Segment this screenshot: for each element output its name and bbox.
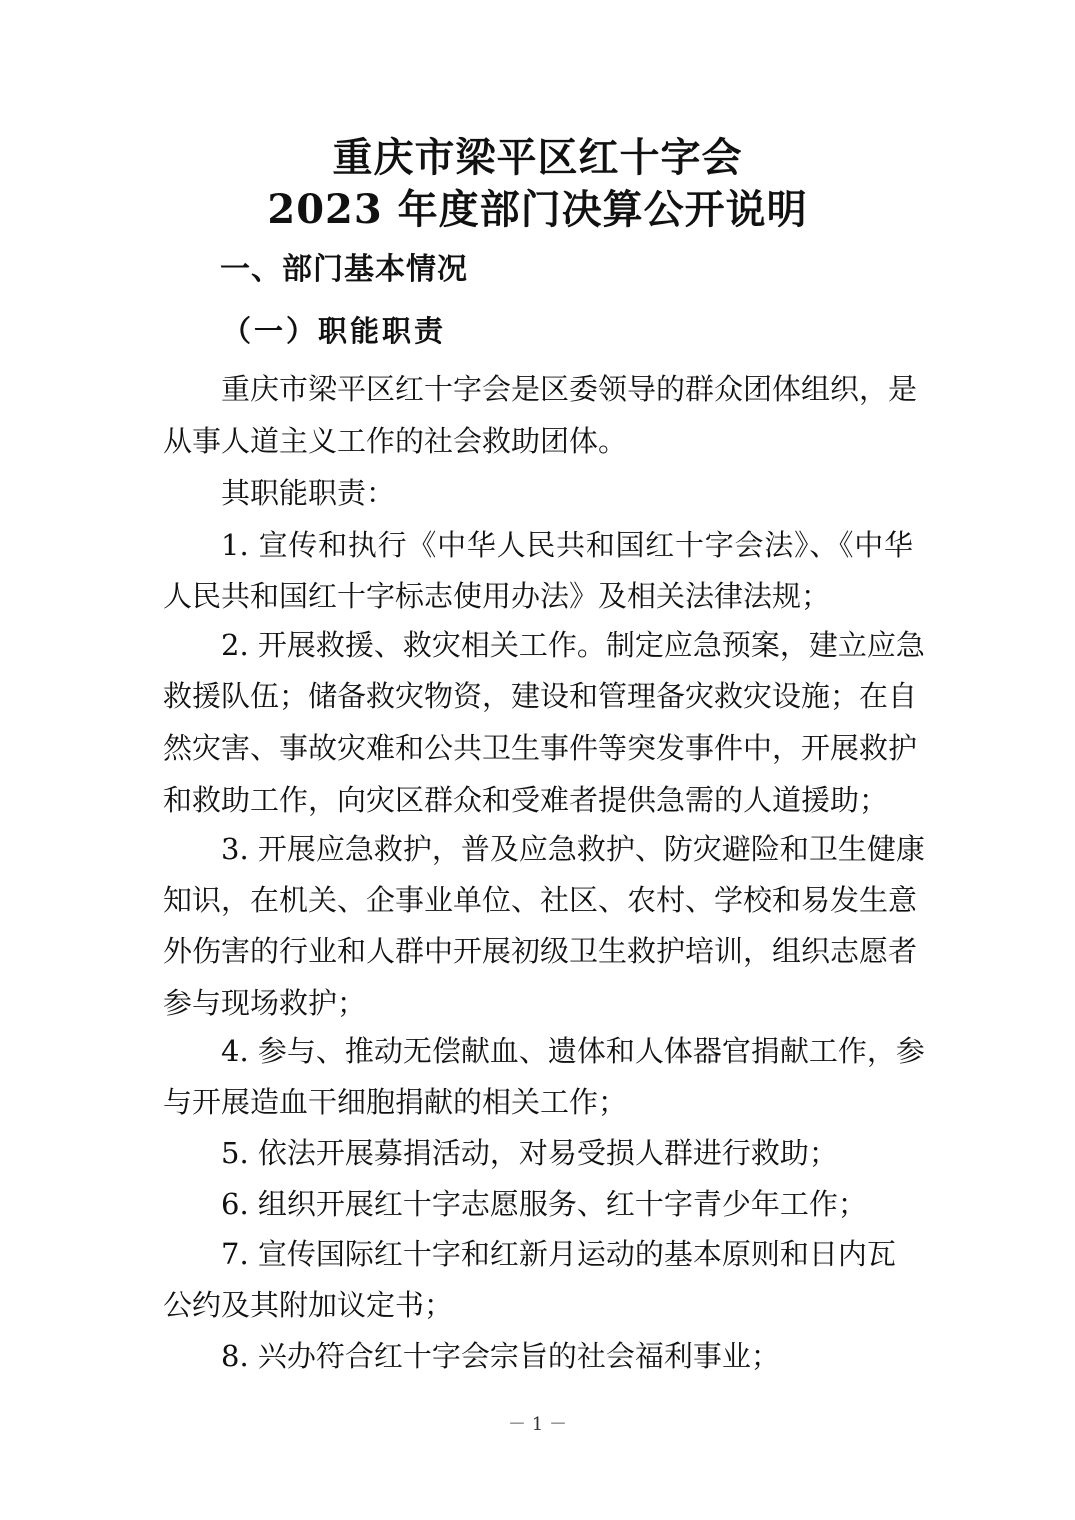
body-line: 救援队伍；储备救灾物资，建设和管理备灾救灾设施；在自 [163,679,918,713]
body-line: 知识，在机关、企事业单位、社区、农村、学校和易发生意 [163,883,918,917]
document-title-line-2: 2023 年度部门决算公开说明 [267,186,808,233]
document-title-line-1: 重庆市梁平区红十字会 [332,134,743,181]
body-line: 然灾害、事故灾难和公共卫生事件等突发事件中，开展救护 [163,731,918,765]
section-heading: 一、部门基本情况 [220,252,468,287]
body-line: 公约及其附加议定书； [163,1288,454,1322]
subsection-heading: （一）职能职责 [222,314,447,348]
body-line: 2. 开展救援、救灾相关工作。制定应急预案，建立应急 [221,628,925,662]
body-line: 8. 兴办符合红十字会宗旨的社会福利事业； [221,1339,780,1373]
page-number: － 1 － [508,1414,567,1435]
body-line: 人民共和国红十字标志使用办法》及相关法律法规； [163,579,831,613]
body-line: 与开展造血干细胞捐献的相关工作； [163,1085,628,1119]
body-line: 重庆市梁平区红十字会是区委领导的群众团体组织，是 [221,372,918,406]
body-line: 5. 依法开展募捐活动，对易受损人群进行救助； [221,1136,838,1170]
body-line: 参与现场救护； [163,986,367,1020]
body-line: 和救助工作，向灾区群众和受难者提供急需的人道援助； [163,783,889,817]
body-line: 6. 组织开展红十字志愿服务、红十字青少年工作； [221,1187,867,1221]
body-line: 从事人道主义工作的社会救助团体。 [163,424,628,458]
body-line: 4. 参与、推动无偿献血、遗体和人体器官捐献工作，参 [221,1034,925,1068]
body-line: 3. 开展应急救护，普及应急救护、防灾避险和卫生健康 [221,832,925,866]
body-line: 其职能职责： [221,476,396,510]
body-line: 1. 宣传和执行《中华人民共和国红十字会法》、《中华 [221,528,913,562]
body-line: 7. 宣传国际红十字和红新月运动的基本原则和日内瓦 [221,1237,896,1271]
body-line: 外伤害的行业和人群中开展初级卫生救护培训，组织志愿者 [163,934,918,968]
